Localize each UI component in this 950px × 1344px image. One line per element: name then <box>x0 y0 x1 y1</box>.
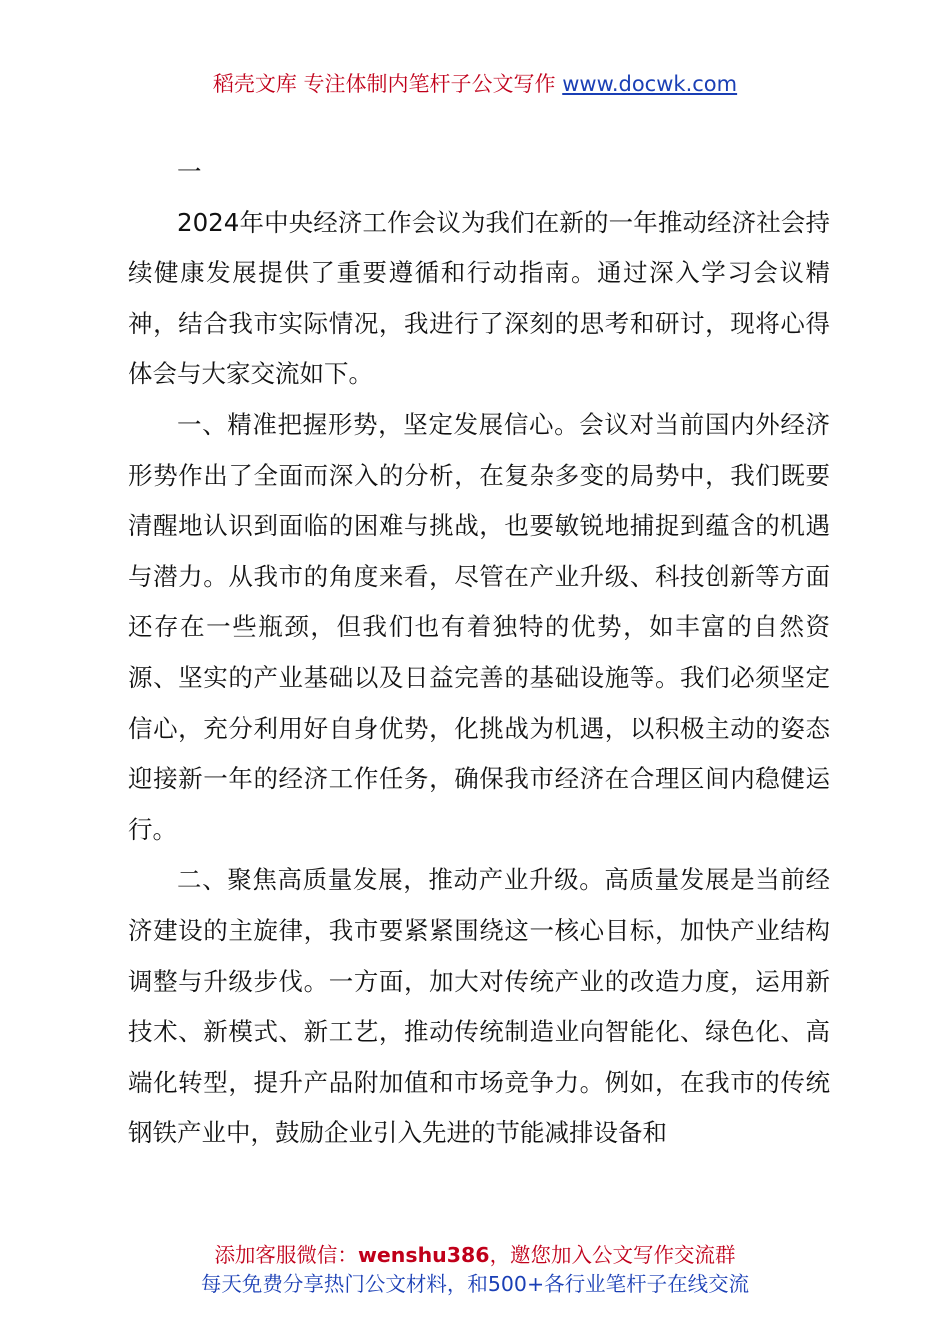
footer-wechat-line <box>0 1241 950 1270</box>
footer-wechat-id: wenshu386 <box>357 1243 490 1267</box>
site-slogan: 稻壳文库 专注体制内笔杆子公文写作 <box>212 72 563 96</box>
footer-wechat-suffix: ，邀您加入公文写作交流群 <box>489 1243 736 1267</box>
footer-share-line: 每天免费分享热门公文材料，和500+各行业笔杆子在线交流 <box>200 1272 750 1296</box>
body-paragraph-intro: 2024年中央经济工作会议为我们在新的一年推动经济社会持续健康发展提供了重要遵循和行动指南。通过深入学习会议精神，结合我市实际情况，我进行了深刻的思考和研讨，现将心得体会与大家交流如下。 <box>128 207 830 389</box>
document-body <box>128 147 830 1159</box>
site-url-link[interactable]: www.docwk.com <box>562 72 738 96</box>
footer-wechat-prefix: 添加客服微信： <box>214 1243 358 1267</box>
site-header <box>0 68 950 100</box>
body-paragraph-1: 一、精准把握形势，坚定发展信心。会议对当前国内外经济形势作出了全面而深入的分析，在复杂多变的局势中，我们既要清醒地认识到面临的困难与挑战，也要敏锐地捕捉到蕴含的机遇与潜力。从我市的角度来看，尽管在产业升级、科技创新等方面还存在一些瓶颈，但我们也有着独特的优势，如丰富的自然资源、坚实的产业基础以及日益完善的基础设施等。我们必须坚定信心，充分利用好自身优势，化挑战为机遇，以积极主动的姿态迎接新一年的经济工作任务，确保我市经济在合理区间内稳健运行。 <box>128 409 830 844</box>
section-heading: 一 <box>177 157 202 186</box>
site-footer <box>0 1241 950 1299</box>
body-paragraph-2: 二、聚焦高质量发展，推动产业升级。高质量发展是当前经济建设的主旋律，我市要紧紧围绕这一核心目标，加快产业结构调整与升级步伐。一方面，加大对传统产业的改造力度，运用新技术、新模式、新工艺，推动传统制造业向智能化、绿色化、高端化转型，提升产品附加值和市场竞争力。例如，在我市的传统钢铁产业中，鼓励企业引入先进的节能减排设备和 <box>128 865 830 1148</box>
